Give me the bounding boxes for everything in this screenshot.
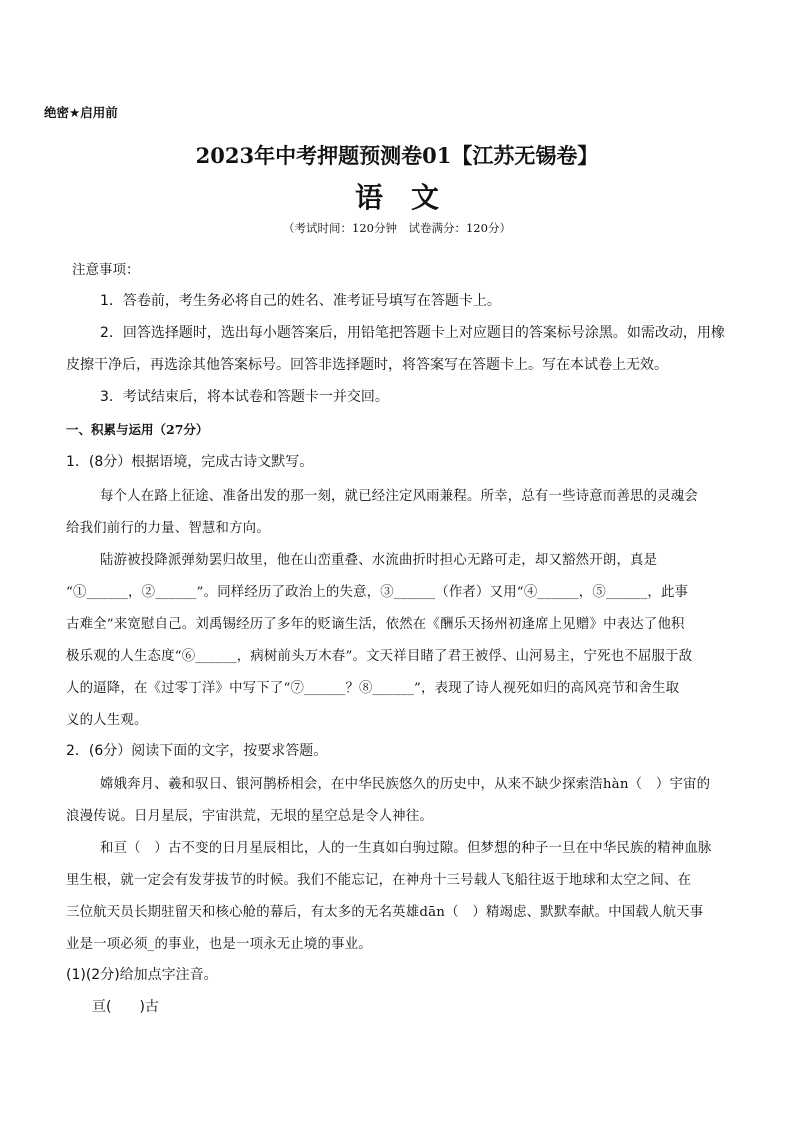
q1-text-line: 给我们前行的力量、智慧和方向。 xyxy=(66,521,270,536)
q2-text-line: 浪漫传说。日月星辰，宇宙洪荒，无垠的星空总是令人神往。 xyxy=(66,809,433,824)
exam-title: 2023年中考押题预测卷01【江苏无锡卷】 xyxy=(195,143,599,168)
q2-stem: 2．(6分）阅读下面的文字，按要求答题。 xyxy=(66,743,328,759)
q1-text-line: 陆游被投降派弹劾罢归故里，他在山峦重叠、水流曲折时担心无路可走，却又豁然开朗，真是 xyxy=(100,553,658,568)
notice-heading: 注意事项： xyxy=(72,262,140,278)
q2-text-line: 和亘（ ）古不变的日月星辰相比，人的一生真如白驹过隙。但梦想的种子一旦在中华民族的精神血脉 xyxy=(100,841,712,856)
q2-text-line: 三位航天员长期驻留天和核心舱的幕后，有太多的无名英雄dān（ ）精竭虑、默默奉献。中国载人航天事 xyxy=(66,905,704,920)
q1-text-line: 极乐观的人生态度“⑥______，病树前头万木春”。文天祥目睹了君王被俘、山河易主，宁死也不屈服于敌 xyxy=(66,649,693,664)
q1-blanks-line: “①______，②______”。同样经历了政治上的失意，③______（作者）又用“④______，⑤______，此事 xyxy=(66,585,689,600)
q2-sub1-item: 亘( )古 xyxy=(92,999,159,1015)
q1-text-line: 每个人在路上征途、准备出发的那一刻，就已经注定风雨兼程。所幸，总有一些诗意而善思的灵魂会 xyxy=(100,489,698,504)
q1-text-line: 义的人生观。 xyxy=(66,713,148,728)
q2-text-line: 嫦娥奔月、羲和驭日、银河鹊桥相会，在中华民族悠久的历史中，从来不缺少探索浩hàn（ ）宇宙的 xyxy=(100,777,711,792)
section-1-heading: 一、积累与运用（27分） xyxy=(66,422,209,437)
q1-text-line: 古难全”来宽慰自己。刘禹锡经历了多年的贬谪生活，依然在《酬乐天扬州初逢席上见赠》中表达了他积 xyxy=(66,617,685,632)
notice-item-2: 2．回答选择题时，选出每小题答案后，用铅笔把答题卡上对应题目的答案标号涂黑。如需改动，用橡 xyxy=(100,325,725,341)
exam-info: （考试时间：120分钟 试卷满分：120分） xyxy=(283,221,511,235)
notice-item-2-cont: 皮擦干净后，再选涂其他答案标号。回答非选择题时，将答案写在答题卡上。写在本试卷上无效。 xyxy=(66,357,668,373)
subject-title: 语 文 xyxy=(354,181,439,214)
secret-label: 绝密★启用前 xyxy=(44,105,118,120)
q2-text-line: 业是一项必须_的事业，也是一项永无止境的事业。 xyxy=(66,937,372,952)
q1-blanks-line: 人的逼降，在《过零丁洋》中写下了“⑦______？⑧______”，表现了诗人视死如归的高风亮节和舍生取 xyxy=(66,681,680,696)
notice-item-3: 3．考试结束后，将本试卷和答题卡一并交回。 xyxy=(100,389,389,405)
q1-stem: 1．(8分）根据语境，完成古诗文默写。 xyxy=(66,454,314,470)
q2-sub1: (1)(2分)给加点字注音。 xyxy=(66,967,218,983)
notice-item-1: 1．答卷前，考生务必将自己的姓名、准考证号填写在答题卡上。 xyxy=(100,293,501,309)
q2-text-line: 里生根，就一定会有发芽拔节的时候。我们不能忘记，在神舟十三号载人飞船往返于地球和太空之间、在 xyxy=(66,873,692,888)
